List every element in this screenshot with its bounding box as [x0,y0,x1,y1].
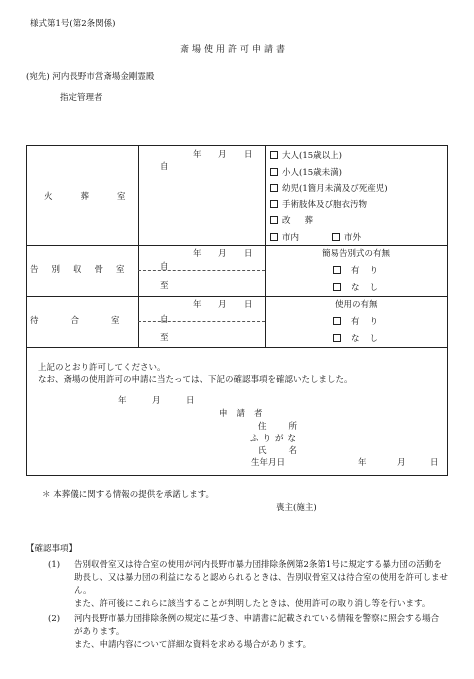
permission-line-1: 上記のとおり許可してください。 [38,363,166,373]
address-label: 住所 [258,422,320,432]
year-unit: 年 [118,396,127,406]
item-1-line-2: 助長し、又は暴力団の利益になると認められるときは、告別収骨室又は待合室の使用を許可しませ [74,573,449,583]
checkbox-icon [270,184,278,192]
checkbox-icon [333,283,341,291]
checkbox-icon [270,151,278,159]
item-2-line-3: また、申請内容について詳細な資料を求める場合があります。 [74,640,312,650]
day-unit: 日 [244,150,253,160]
farewell-room-label: 告別収骨室 [30,265,138,275]
month-unit: 月 [218,249,227,259]
birthdate-label: 生年月日 [251,458,286,468]
chief-mourner-label: 喪主(施主) [276,503,317,513]
checkbox-icon [333,266,341,274]
from-label: 自 [160,262,169,272]
item-2-number: (2) [48,614,61,624]
option-resident[interactable]: 市内 [270,233,299,243]
month-unit: 月 [397,458,406,468]
ceremony-yes[interactable]: 有り [333,266,388,276]
usage-yes[interactable]: 有り [333,317,388,327]
furigana-label: ふりがな [250,434,301,444]
day-unit: 日 [430,458,439,468]
month-unit: 月 [218,150,227,160]
cremation-room-label: 火葬室 [44,192,154,202]
usage-header: 使用の有無 [335,300,378,310]
confirmation-heading: 【確認事項】 [26,544,78,554]
addressee: (宛先) 河内長野市営斎場金剛霊殿 [26,72,155,82]
option-nonresident[interactable]: 市外 [332,233,361,243]
year-unit: 年 [358,458,367,468]
consent-statement: ＊ 本葬儀に関する情報の提供を承諾します。 [42,490,215,500]
day-unit: 日 [244,249,253,259]
item-2-line-2: があります。 [74,627,125,637]
page-title: 斎場使用許可申請書 [180,45,289,55]
day-unit: 日 [244,300,253,310]
from-label: 自 [160,315,169,325]
month-unit: 月 [152,396,161,406]
simple-ceremony-header: 簡易告別式の有無 [322,249,391,259]
checkbox-icon [332,233,340,241]
option-infant[interactable]: 幼児(1箇月未満及び死産児) [270,184,388,194]
item-1-line-1: 告別収骨室又は待合室の使用が河内長野市暴力団排除条例第2条第1号に規定する暴力団の活動を [74,560,442,570]
waiting-room-label: 待合室 [30,316,152,326]
to-label: 至 [160,333,169,343]
year-unit: 年 [193,150,202,160]
item-2-line-1: 河内長野市暴力団排除条例の規定に基づき、申請書に記載されている情報を警察に照会する場合 [74,614,440,624]
option-adult[interactable]: 大人(15歳以上) [270,151,342,161]
ceremony-no[interactable]: なし [333,283,388,293]
checkbox-icon [270,200,278,208]
from-label: 自 [160,162,169,172]
option-surgical[interactable]: 手術肢体及び胞衣汚物 [270,200,367,210]
checkbox-icon [270,233,278,241]
item-1-line-3: ん。 [74,586,92,596]
to-label: 至 [160,281,169,291]
checkbox-icon [333,334,341,342]
name-label: 氏名 [258,446,320,456]
applicant-label: 申請者 [219,409,272,419]
item-1-line-4: また、許可後にこれらに該当することが判明したときは、使用許可の取り消し等を行います。 [74,599,431,609]
checkbox-icon [333,317,341,325]
option-reburial[interactable]: 改葬 [270,216,327,226]
year-unit: 年 [193,300,202,310]
checkbox-icon [270,216,278,224]
month-unit: 月 [218,300,227,310]
manager-label: 指定管理者 [60,93,103,103]
year-unit: 年 [193,249,202,259]
item-1-number: (1) [48,560,61,570]
checkbox-icon [270,168,278,176]
option-child[interactable]: 小人(15歳未満) [270,168,342,178]
usage-no[interactable]: なし [333,334,388,344]
form-number: 様式第1号(第2条関係) [30,19,116,29]
permission-line-2: なお、斎場の使用許可の申請に当たっては、下記の確認事項を確認いたしました。 [38,375,353,385]
day-unit: 日 [186,396,195,406]
